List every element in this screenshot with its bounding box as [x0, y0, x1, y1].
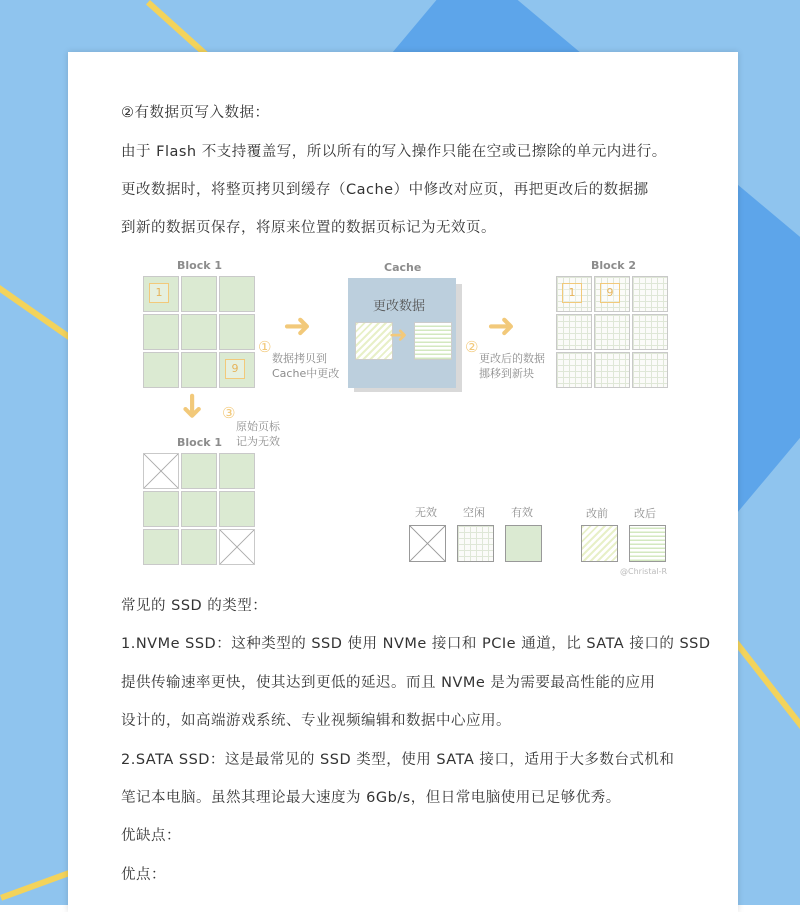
step3-number: ③ [222, 404, 236, 422]
page-cell [219, 352, 255, 388]
background-stripe [733, 640, 800, 730]
cache-label: Cache [384, 261, 422, 274]
page-cell [219, 491, 255, 527]
step1-text: 数据拷贝到 [272, 352, 327, 365]
block1-label: Block 1 [177, 259, 223, 272]
invalid-cross-icon [144, 454, 178, 488]
legend-label: 有效 [511, 506, 533, 519]
paragraph: 1.NVMe SSD：这种类型的 SSD 使用 NVMe 接口和 PCIe 通道，比 SATA 接口的 SSD [121, 636, 711, 652]
right-arrow-icon: ➜ [283, 306, 312, 346]
page-cell [143, 491, 179, 527]
legend-invalid-swatch [409, 525, 446, 562]
block1-grid [143, 276, 255, 388]
page-cell [143, 352, 179, 388]
step2-text: 挪移到新块 [479, 367, 534, 380]
page-cell [143, 276, 179, 312]
cache-arrow-icon: ➜ [389, 323, 408, 348]
down-arrow-icon: ➜ [172, 391, 213, 421]
page-tag: 1 [149, 283, 169, 303]
paragraph: 2.SATA SSD：这是最常见的 SSD 类型，使用 SATA 接口，适用于大多数台式机和 [121, 752, 675, 768]
step3-text: 记为无效 [236, 435, 280, 448]
step1-text: Cache中更改 [272, 367, 340, 380]
paragraph: 笔记本电脑。虽然其理论最大速度为 6Gb/s，但日常电脑使用已足够优秀。 [121, 790, 621, 806]
page-cell [219, 453, 255, 489]
page-cell [632, 352, 668, 388]
page-cell [556, 352, 592, 388]
block2-grid [556, 276, 668, 388]
invalid-page-cell [143, 453, 179, 489]
page-cell [556, 314, 592, 350]
background-stripe [0, 285, 78, 344]
paragraph: 到新的数据页保存，将原来位置的数据页标记为无效页。 [121, 220, 496, 236]
invalid-page-cell [219, 529, 255, 565]
legend-before-swatch [581, 525, 618, 562]
page-tag: 9 [600, 283, 620, 303]
page-cell [219, 276, 255, 312]
page-cell [181, 352, 217, 388]
paragraph: 优点： [121, 867, 166, 883]
legend-label: 改后 [634, 507, 656, 520]
step3-text: 原始页标 [236, 420, 280, 433]
step1-number: ① [258, 338, 272, 356]
page-cell [632, 276, 668, 312]
block1-after-grid [143, 453, 255, 565]
page-cell [181, 529, 217, 565]
paragraph: ②有数据页写入数据： [121, 105, 270, 121]
paragraph: 提供传输速率更快，使其达到更低的延迟。而且 NVMe 是为需要最高性能的应用 [121, 675, 656, 691]
right-arrow-icon: ➜ [487, 306, 516, 346]
page-cell [143, 314, 179, 350]
paragraph: 常见的 SSD 的类型： [121, 598, 268, 614]
legend-valid-swatch [505, 525, 542, 562]
legend-label: 空闲 [463, 506, 485, 519]
paragraph: 设计的，如高端游戏系统、专业视频编辑和数据中心应用。 [121, 713, 511, 729]
paragraph: 更改数据时，将整页拷贝到缓存（Cache）中修改对应页，再把更改后的数据挪 [121, 182, 649, 198]
cache-title: 更改数据 [373, 299, 426, 314]
legend-free-swatch [457, 525, 494, 562]
cache-page-after [414, 322, 452, 360]
page-cell [143, 529, 179, 565]
page-cell [181, 276, 217, 312]
invalid-cross-icon [220, 530, 254, 564]
paragraph: 由于 Flash 不支持覆盖写，所以所有的写入操作只能在空或已擦除的单元内进行。 [121, 144, 667, 160]
block2-label: Block 2 [591, 259, 637, 272]
block1-after-label: Block 1 [177, 436, 223, 449]
step2-text: 更改后的数据 [479, 352, 545, 365]
page-cell [594, 352, 630, 388]
background-stripe [0, 868, 77, 901]
flash-write-diagram [138, 256, 678, 581]
watermark: @Christal-R [620, 567, 668, 576]
page-cell [594, 276, 630, 312]
page-cell [181, 314, 217, 350]
page-cell [181, 491, 217, 527]
step2-number: ② [465, 338, 479, 356]
page-tag: 1 [562, 283, 582, 303]
invalid-cross-icon [410, 526, 445, 561]
page-cell [594, 314, 630, 350]
legend-after-swatch [629, 525, 666, 562]
legend-label: 改前 [586, 507, 608, 520]
page-cell [632, 314, 668, 350]
cache-page-before [355, 322, 393, 360]
legend-label: 无效 [415, 506, 437, 519]
page-cell [181, 453, 217, 489]
cache-box [348, 278, 456, 388]
page-cell [556, 276, 592, 312]
paragraph: 优缺点： [121, 828, 181, 844]
page-cell [219, 314, 255, 350]
background-stripe [146, 0, 209, 58]
page-tag: 9 [225, 359, 245, 379]
